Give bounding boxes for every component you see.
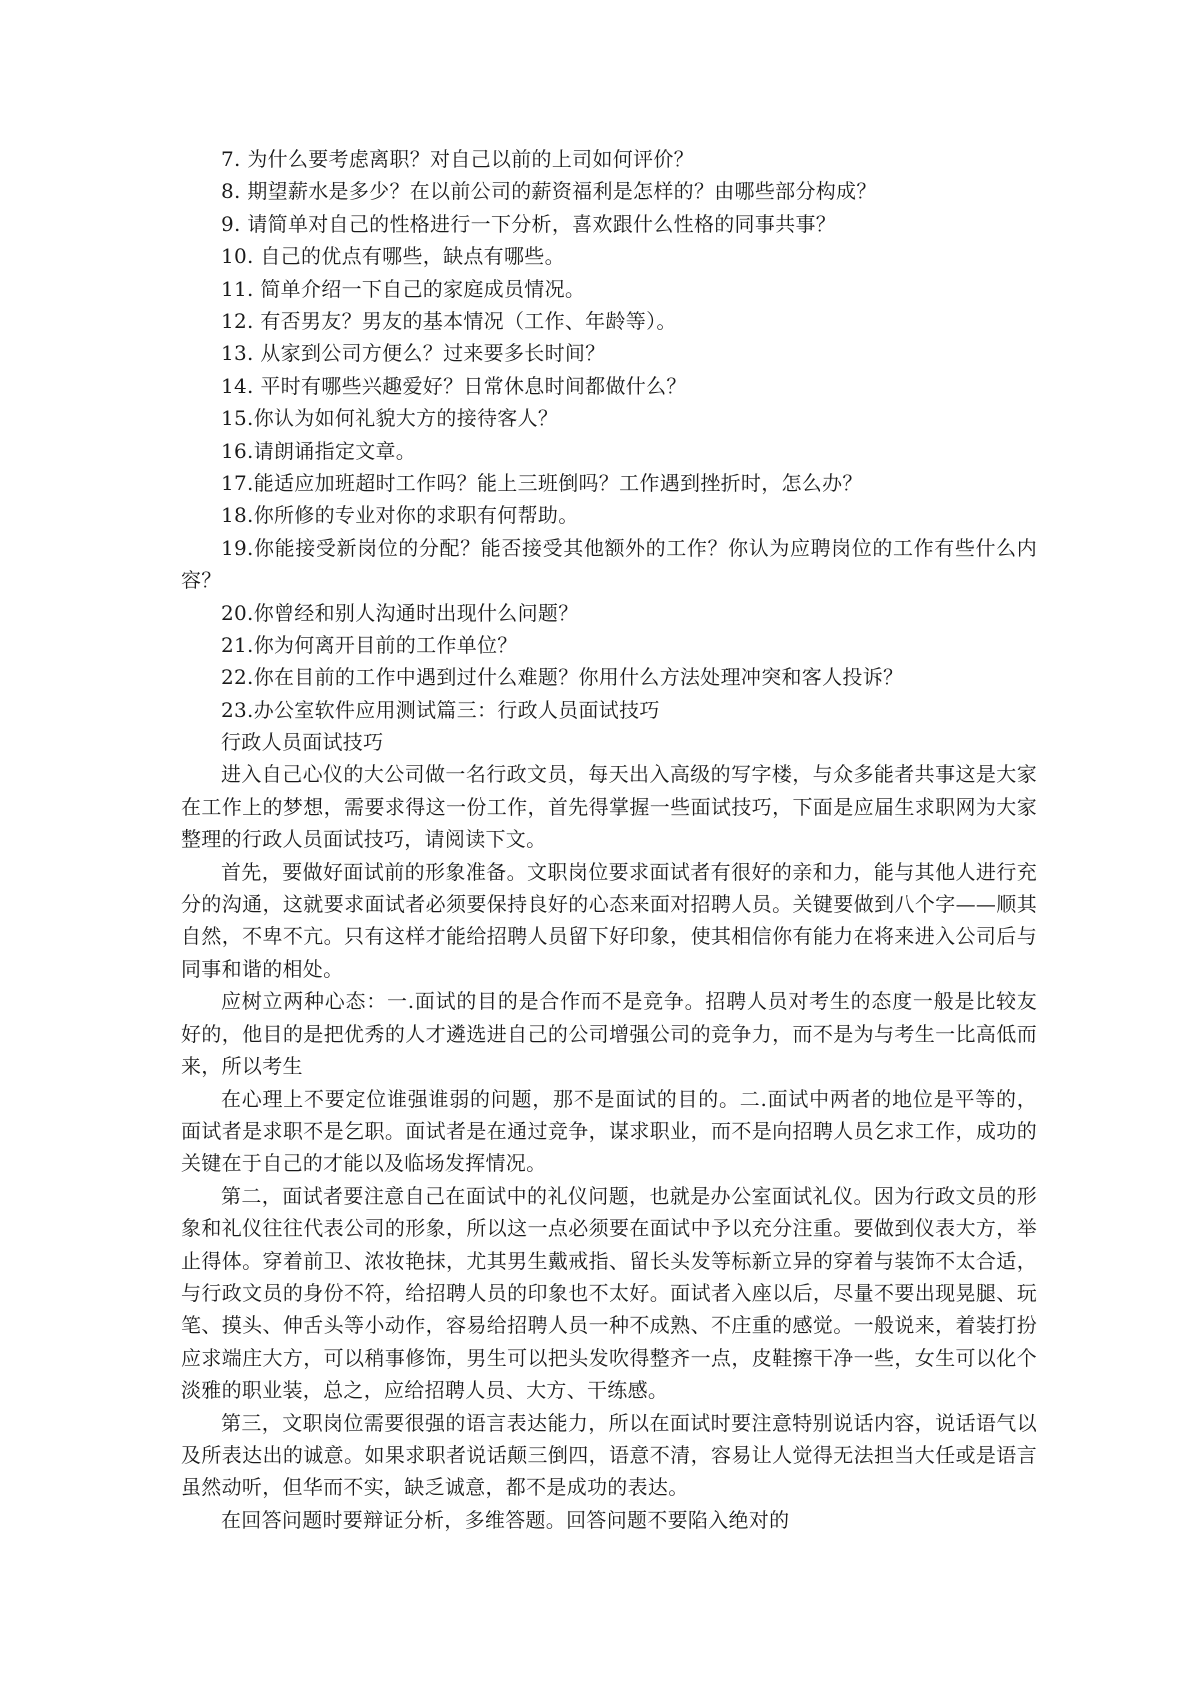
- list-item: 20.你曾经和别人沟通时出现什么问题？: [221, 600, 579, 625]
- list-item: 12. 有否男友？男友的基本情况（工作、年龄等）。: [221, 308, 677, 333]
- paragraph: 第二，面试者要注意自己在面试中的礼仪问题，也就是办公室面试礼仪。因为行政文员的形象和礼仪往往代表公司的形象，所以这一点必须要在面试中予以充分注重。要做到仪表大方，举止得体。穿着前卫、浓妆艳抹，尤其男生戴戒指、留长头发等标新立异的穿着与装饰不太合适，与行政文员的身份不符，给招聘人员的印象也不太好。面试者入座以后，尽量不要出现晃腿、玩笔、摸头、伸舌头等小动作，容易给招聘人员一种不成熟、不庄重的感觉。一般说来，着装打扮应求端庄大方，可以稍事修饰，男生可以把头发吹得整齐一点，皮鞋擦干净一些，女生可以化个淡雅的职业装，总之，应给招聘人员、大方、干练感。: [181, 1183, 1037, 1403]
- paragraph: 首先，要做好面试前的形象准备。文职岗位要求面试者有很好的亲和力，能与其他人进行充分的沟通，这就要求面试者必须要保持良好的心态来面对招聘人员。关键要做到八个字——顺其自然，不卑不亢。只有这样才能给招聘人员留下好印象，使其相信你有能力在将来进入公司后与同事和谐的相处。: [181, 859, 1037, 981]
- list-item: 15.你认为如何礼貌大方的接待客人？: [221, 406, 559, 431]
- list-item: 11. 简单介绍一下自己的家庭成员情况。: [221, 276, 586, 301]
- list-item: 22.你在目前的工作中遇到过什么难题？你用什么方法处理冲突和客人投诉？: [221, 665, 904, 690]
- list-item: 14. 平时有哪些兴趣爱好？日常休息时间都做什么？: [221, 373, 687, 398]
- paragraph: 在回答问题时要辩证分析，多维答题。回答问题不要陷入绝对的: [221, 1507, 790, 1532]
- paragraph: 应树立两种心态：一.面试的目的是合作而不是竞争。招聘人员对考生的态度一般是比较友好的，他目的是把优秀的人才遴选进自己的公司增强公司的竞争力，而不是为与考生一比高低而来，所以考生: [181, 989, 1037, 1079]
- list-item: 9. 请简单对自己的性格进行一下分析，喜欢跟什么性格的同事共事？: [221, 211, 837, 236]
- list-item: 21.你为何离开目前的工作单位？: [221, 632, 518, 657]
- list-item-wrapped: 19.你能接受新岗位的分配？能否接受其他额外的工作？你认为应聘岗位的工作有些什么内容？: [181, 535, 1037, 593]
- document-body: [181, 143, 1037, 1536]
- list-item: 16.请朗诵指定文章。: [221, 438, 417, 463]
- list-item: 8. 期望薪水是多少？在以前公司的薪资福利是怎样的？由哪些部分构成？: [221, 179, 877, 204]
- list-item: 23.办公室软件应用测试篇三：行政人员面试技巧: [221, 697, 660, 722]
- paragraph: 在心理上不要定位谁强谁弱的问题，那不是面试的目的。二.面试中两者的地位是平等的，面试者是求职不是乞职。面试者是在通过竞争，谋求职业，而不是向招聘人员乞求工作，成功的关键在于自己的才能以及临场发挥情况。: [181, 1086, 1037, 1176]
- paragraph: 进入自己心仪的大公司做一名行政文员，每天出入高级的写字楼，与众多能者共事这是大家在工作上的梦想，需要求得这一份工作，首先得掌握一些面试技巧，下面是应届生求职网为大家整理的行政人员面试技巧，请阅读下文。: [181, 762, 1037, 852]
- list-item: 10. 自己的优点有哪些，缺点有哪些。: [221, 244, 565, 269]
- list-item: 7. 为什么要考虑离职？对自己以前的上司如何评价？: [221, 147, 694, 171]
- list-item: 18.你所修的专业对你的求职有何帮助。: [221, 503, 579, 528]
- section-title: 行政人员面试技巧: [221, 730, 384, 755]
- list-item: 13. 从家到公司方便么？过来要多长时间？: [221, 341, 606, 366]
- paragraph: 第三，文职岗位需要很强的语言表达能力，所以在面试时要注意特别说话内容，说话语气以及所表达出的诚意。如果求职者说话颠三倒四，语意不清，容易让人觉得无法担当大任或是语言虽然动听，但华而不实，缺乏诚意，都不是成功的表达。: [181, 1410, 1037, 1500]
- list-item: 17.能适应加班超时工作吗？能上三班倒吗？工作遇到挫折时，怎么办？: [221, 470, 863, 495]
